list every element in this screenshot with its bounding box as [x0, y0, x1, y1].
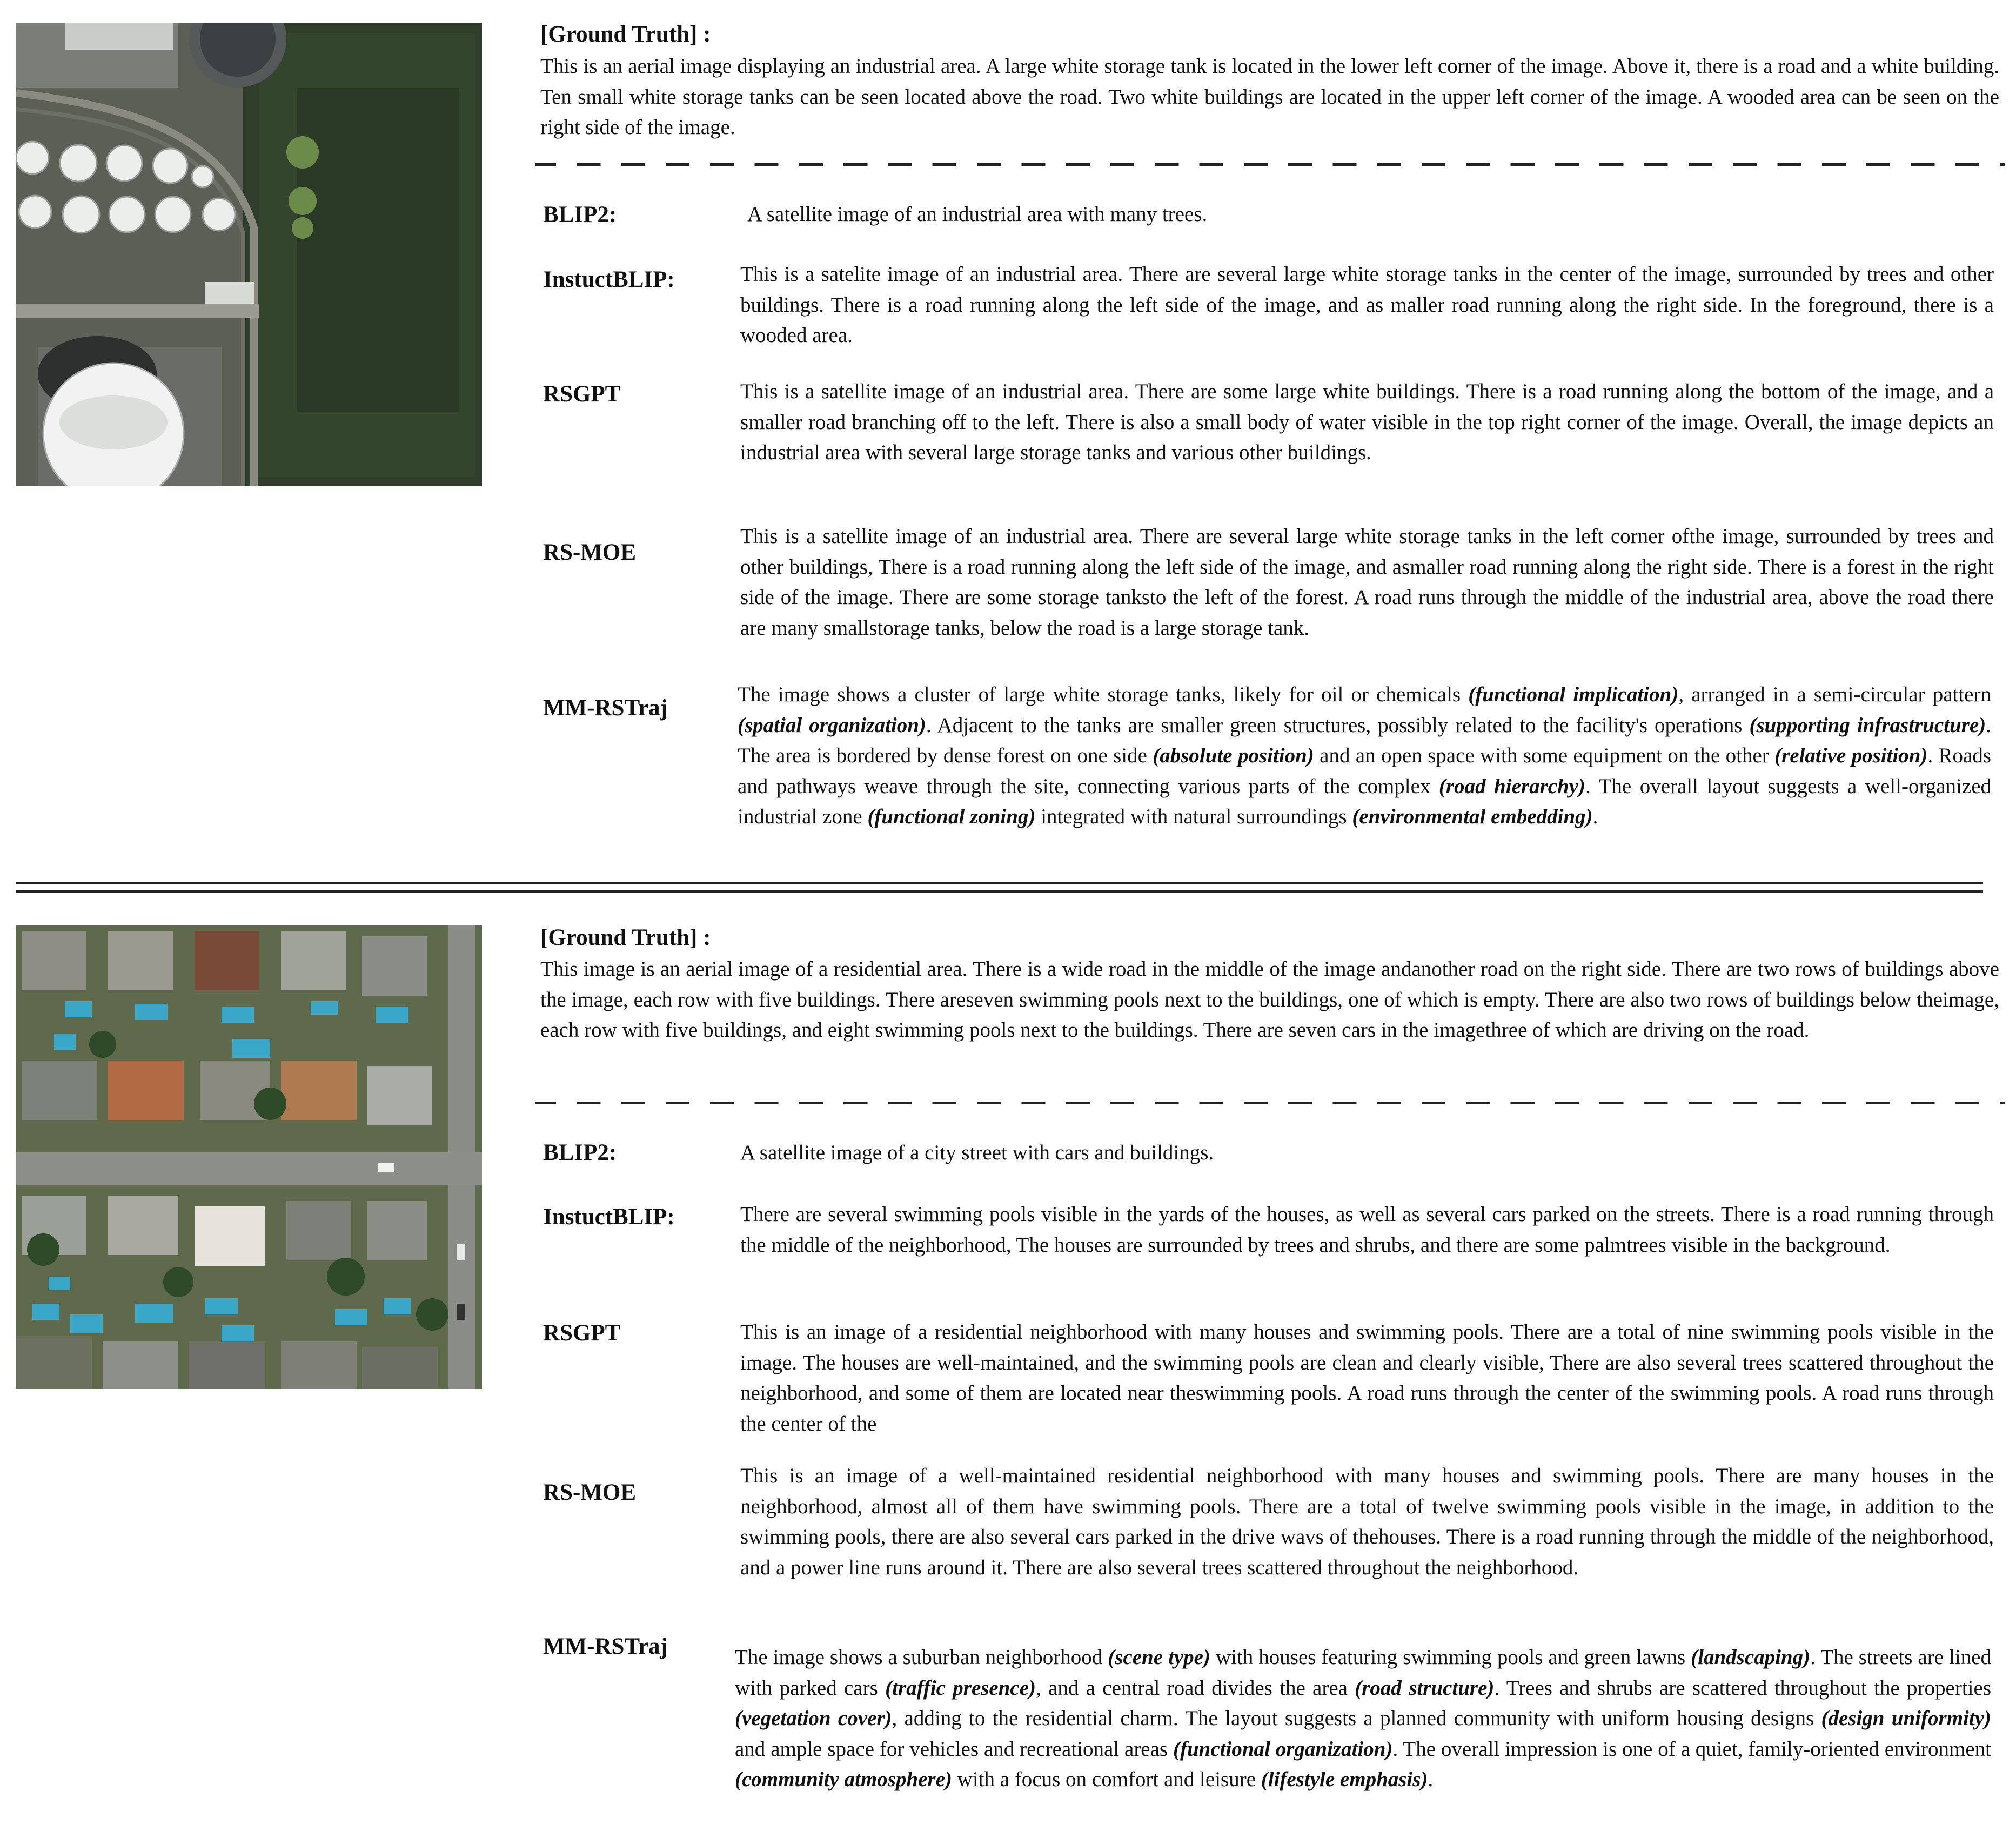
annotation-tag: (road hierarchy): [1438, 774, 1586, 798]
model-label-mm-rstraj: MM-RSTraj: [543, 1634, 668, 1659]
model-output-blip2: A satellite image of a city street with cars and buildings.: [740, 1141, 1214, 1164]
ground-truth-text: This image is an aerial image of a residential area. There is a wide road in the middle of the image andanother road on the right side. There are two rows of buildings above the image, each row with five buildings. There areseven swimming pools next to the buildings, one of which is empty. There are also two rows of buildings below theimage, each row with five buildings, and eight swimming pools next to the buildings. There are seven cars in the imagethree of which are driving on the road.: [540, 957, 1999, 1042]
section-separator-top: [16, 882, 1983, 884]
ground-truth-label: [Ground Truth] :: [540, 22, 711, 47]
annotation-tag: (vegetation cover): [735, 1707, 892, 1730]
annotation-tag: (relative position): [1774, 744, 1928, 767]
annotation-tag: (community atmosphere): [735, 1768, 952, 1791]
dashed-divider: [535, 163, 2005, 166]
annotation-tag: (road structure): [1355, 1676, 1495, 1700]
model-label-rs-moe: RS-MOE: [543, 1480, 636, 1505]
annotation-tag: (functional implication): [1468, 683, 1679, 706]
model-label-blip2: BLIP2:: [543, 1140, 617, 1165]
annotation-tag: (functional zoning): [867, 805, 1036, 828]
model-output-instructblip: There are several swimming pools visible in the yards of the houses, as well as several cars parked on the streets. There is a road running through the middle of the neighborhood, The houses are surrounded by trees and shrubs, and there are some palmtrees visible in the background.: [740, 1203, 1994, 1257]
section-separator-bottom: [16, 890, 1983, 893]
model-label-instructblip: InstuctBLIP:: [543, 267, 675, 292]
annotation-tag: (scene type): [1108, 1646, 1210, 1669]
annotation-tag: (design uniformity): [1821, 1707, 1991, 1730]
residential-area-aerial-image: [16, 925, 482, 1389]
ground-truth-label: [Ground Truth] :: [540, 925, 711, 950]
annotation-tag: (environmental embedding): [1352, 805, 1593, 828]
industrial-area-aerial-image: [16, 23, 482, 486]
annotation-tag: (lifestyle emphasis): [1261, 1768, 1428, 1791]
model-label-instructblip: InstuctBLIP:: [543, 1204, 675, 1230]
ground-truth-text: This is an aerial image displaying an industrial area. A large white storage tank is located in the lower left corner of the image. Above it, there is a road and a white building. Ten small white storage tanks can be seen located above the road. Two white buildings are located in the upper left corner of the image. A wooded area can be seen on the right side of the image.: [540, 55, 1999, 139]
dashed-divider: [535, 1102, 2005, 1104]
model-label-rs-moe: RS-MOE: [543, 540, 636, 565]
model-output-mm-rstraj: The image shows a cluster of large white storage tanks, likely for oil or chemicals (functional implication), arranged in a semi-circular pattern (spatial organization). Adjacent to the tanks are smaller green structures, possibly related to the facility's operations (supporting infrastructure). The area is bordered by dense forest on one side (absolute position) and an open space with some equipment on the other (relative position). Roads and pathways weave through the site, connecting various parts of the complex (road hierarchy). The overall layout suggests a well-organized industrial zone (functional zoning) integrated with natural surroundings (environmental embedding).: [738, 683, 1992, 828]
model-label-mm-rstraj: MM-RSTraj: [543, 695, 668, 721]
model-output-instructblip: This is a satelite image of an industrial area. There are several large white storage tanks in the center of the image, surrounded by trees and other buildings. There is a road running along the left side of the image, and as maller road running along the right side. In the foreground, there is a wooded area.: [740, 263, 1994, 347]
model-output-rs-moe: This is an image of a well-maintained residential neighborhood with many houses and swimming pools. There are many houses in the neighborhood, almost all of them have swimming pools. There are a total of twelve swimming pools visible in the image, in addition to the swimming pools, there are also several cars parked in the drive wavs of thehouses. There is a road running through the middle of the neighborhood, and a power line runs around it. There are also several trees scattered throughout the neighborhood.: [740, 1464, 1994, 1579]
annotation-tag: (supporting infrastructure): [1749, 713, 1986, 737]
model-output-blip2: A satellite image of an industrial area with many trees.: [747, 203, 1208, 226]
annotation-tag: (functional organization): [1173, 1737, 1393, 1761]
model-label-rsgpt: RSGPT: [543, 381, 621, 407]
model-output-mm-rstraj: The image shows a suburban neighborhood (scene type) with houses featuring swimming pools and green lawns (landscaping). The streets are lined with parked cars (traffic presence), and a central road divides the area (road structure). Trees and shrubs are scattered throughout the properties (vegetation cover), adding to the residential charm. The layout suggests a planned community with uniform housing designs (design uniformity) and ample space for vehicles and recreational areas (functional organization). The overall impression is one of a quiet, family-oriented environment (community atmosphere) with a focus on comfort and leisure (lifestyle emphasis).: [735, 1646, 1992, 1791]
annotation-tag: (absolute position): [1153, 744, 1314, 767]
annotation-tag: (spatial organization): [738, 713, 926, 737]
model-label-rsgpt: RSGPT: [543, 1320, 621, 1346]
model-output-rsgpt: This is an image of a residential neighborhood with many houses and swimming pools. There are a total of nine swimming pools visible in the image. The houses are well-maintained, and the swimming pools are clean and clearly visible, There are also several trees scattered throughout the neighborhood, and some of them are located near theswimming pools. A road runs through the center of the swimming pools. A road runs through the center of the: [740, 1320, 1994, 1435]
annotation-tag: (landscaping): [1691, 1646, 1811, 1669]
model-output-rs-moe: This is a satellite image of an industrial area. There are several large white storage tanks in the left corner ofthe image, surrounded by trees and other buildings, There is a road running along the left side of the image, and asmaller road running along the right side. There is a forest in the right side of the image. There are some storage tanksto the left of the forest. A road runs through the middle of the industrial area, above the road there are many smallstorage tanks, below the road is a large storage tank.: [740, 525, 1994, 640]
model-output-rsgpt: This is a satellite image of an industrial area. There are some large white buildings. There is a road running along the bottom of the image, and a smaller road branching off to the left. There is also a small body of water visible in the top right corner of the image. Overall, the image depicts an industrial area with several large storage tanks and various other buildings.: [740, 380, 1994, 464]
annotation-tag: (traffic presence): [885, 1676, 1036, 1700]
model-label-blip2: BLIP2:: [543, 202, 617, 227]
